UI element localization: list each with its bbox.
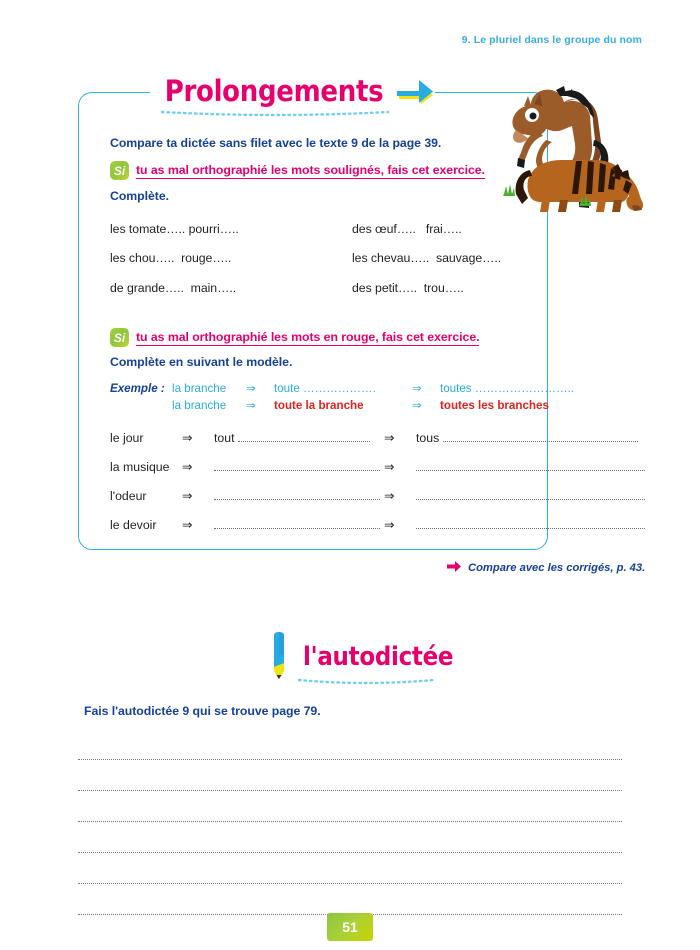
arrow-right-icon <box>447 561 461 575</box>
writing-line[interactable] <box>78 822 622 853</box>
autodictee-instruction: Fais l'autodictée 9 qui se trouve page 79. <box>84 704 321 718</box>
exercise2-word-2: l'odeur <box>110 489 147 503</box>
writing-line[interactable] <box>78 791 622 822</box>
exemple-row-1 <box>110 381 574 398</box>
si-badge-icon: Si <box>110 328 129 347</box>
prolongements-title: Prolongements <box>164 75 384 109</box>
exercise2-word-3: le devoir <box>110 518 157 532</box>
exercise1-left-item-1[interactable]: les chou….. rouge….. <box>110 251 232 265</box>
exercise2-answer1-0[interactable]: tout <box>214 430 384 445</box>
exercise2-answer1-3[interactable] <box>214 517 384 532</box>
writing-line[interactable] <box>78 884 622 915</box>
exercise2-answer2-0[interactable]: tous <box>416 430 649 445</box>
instruction-compare-dictee: Compare ta dictée sans filet avec le texte 9 de la page 39. <box>110 136 442 150</box>
page-number-badge: 51 <box>327 913 373 941</box>
exemple-row-2 <box>110 398 574 415</box>
exemple-block <box>110 381 574 415</box>
arrow-double-icon: ⇒ <box>246 382 256 395</box>
arrow-double-icon: ⇒ <box>412 382 422 395</box>
autodictee-title: l'autodictée <box>303 642 454 672</box>
exemple-r2-col1: la branche <box>172 399 227 412</box>
exercise2-row-3[interactable] <box>110 517 649 533</box>
arrow-double-icon: ⇒ <box>182 431 193 445</box>
exemple-r1-col3: toutes …………………….. <box>440 382 575 395</box>
arrow-double-icon: ⇒ <box>412 399 422 412</box>
exercise1-left-item-2[interactable]: de grande….. main….. <box>110 281 237 295</box>
exercise1-left-item-0[interactable]: les tomate….. pourri….. <box>110 222 239 236</box>
arrow-double-icon: ⇒ <box>384 489 395 503</box>
arrow-double-icon: ⇒ <box>182 489 193 503</box>
writing-line[interactable] <box>78 853 622 884</box>
exercise1-right-item-0[interactable]: des œuf….. frai….. <box>352 222 462 236</box>
exercise2-answer2-2[interactable] <box>416 488 649 503</box>
exercise1-right-item-2[interactable]: des petit….. trou….. <box>352 281 464 295</box>
pencil-icon <box>268 629 294 686</box>
si-condition-1 <box>110 161 485 180</box>
exercise2-answer1-2[interactable] <box>214 488 384 503</box>
writing-line[interactable] <box>78 760 622 791</box>
exercise2-row-1[interactable] <box>110 459 649 475</box>
exercise2-row-0[interactable] <box>110 430 649 446</box>
arrow-double-icon: ⇒ <box>182 518 193 532</box>
arrow-right-icon <box>395 77 435 110</box>
arrow-double-icon: ⇒ <box>182 460 193 474</box>
autodictee-writing-lines[interactable] <box>78 729 622 915</box>
exemple-r1-col1: la branche <box>172 382 227 395</box>
exemple-r1-col2: toute ………………. <box>274 382 376 395</box>
exercise2-answer2-3[interactable] <box>416 517 649 532</box>
arrow-double-icon: ⇒ <box>384 518 395 532</box>
exercise2-answer2-1[interactable] <box>416 459 649 474</box>
arrow-double-icon: ⇒ <box>384 431 395 445</box>
exemple-r2-col3: toutes les branches <box>440 399 549 412</box>
two-horses-illustration <box>498 84 646 212</box>
si-condition-2 <box>110 328 479 347</box>
arrow-double-icon: ⇒ <box>384 460 395 474</box>
exercise2-row-2[interactable] <box>110 488 649 504</box>
instruction-complete-2: Complète en suivant le modèle. <box>110 355 293 369</box>
compare-corriges-text: Compare avec les corrigés, p. 43. <box>468 562 646 574</box>
autodictee-dotted-underline <box>297 672 435 679</box>
si-badge-icon: Si <box>110 161 129 180</box>
chapter-header: 9. Le pluriel dans le groupe du nom <box>461 34 642 46</box>
arrow-double-icon: ⇒ <box>246 399 256 412</box>
exercise2-word-1: la musique <box>110 460 170 474</box>
writing-line[interactable] <box>78 729 622 760</box>
instruction-complete-1: Complète. <box>110 189 169 203</box>
si-condition-2-text: tu as mal orthographié les mots en rouge, fais cet exercice. <box>136 329 480 344</box>
exercise2-word-0: le jour <box>110 431 144 445</box>
si-condition-1-text: tu as mal orthographié les mots soulignés, fais cet exercice. <box>136 162 485 177</box>
title-dotted-underline <box>160 104 390 111</box>
exercise1-right-item-1[interactable]: les chevau….. sauvage….. <box>352 251 502 265</box>
exercise2-answer1-1[interactable] <box>214 459 384 474</box>
exemple-r2-col2: toute la branche <box>274 399 364 412</box>
exemple-label: Exemple : <box>110 382 165 395</box>
compare-corriges[interactable] <box>447 561 645 575</box>
